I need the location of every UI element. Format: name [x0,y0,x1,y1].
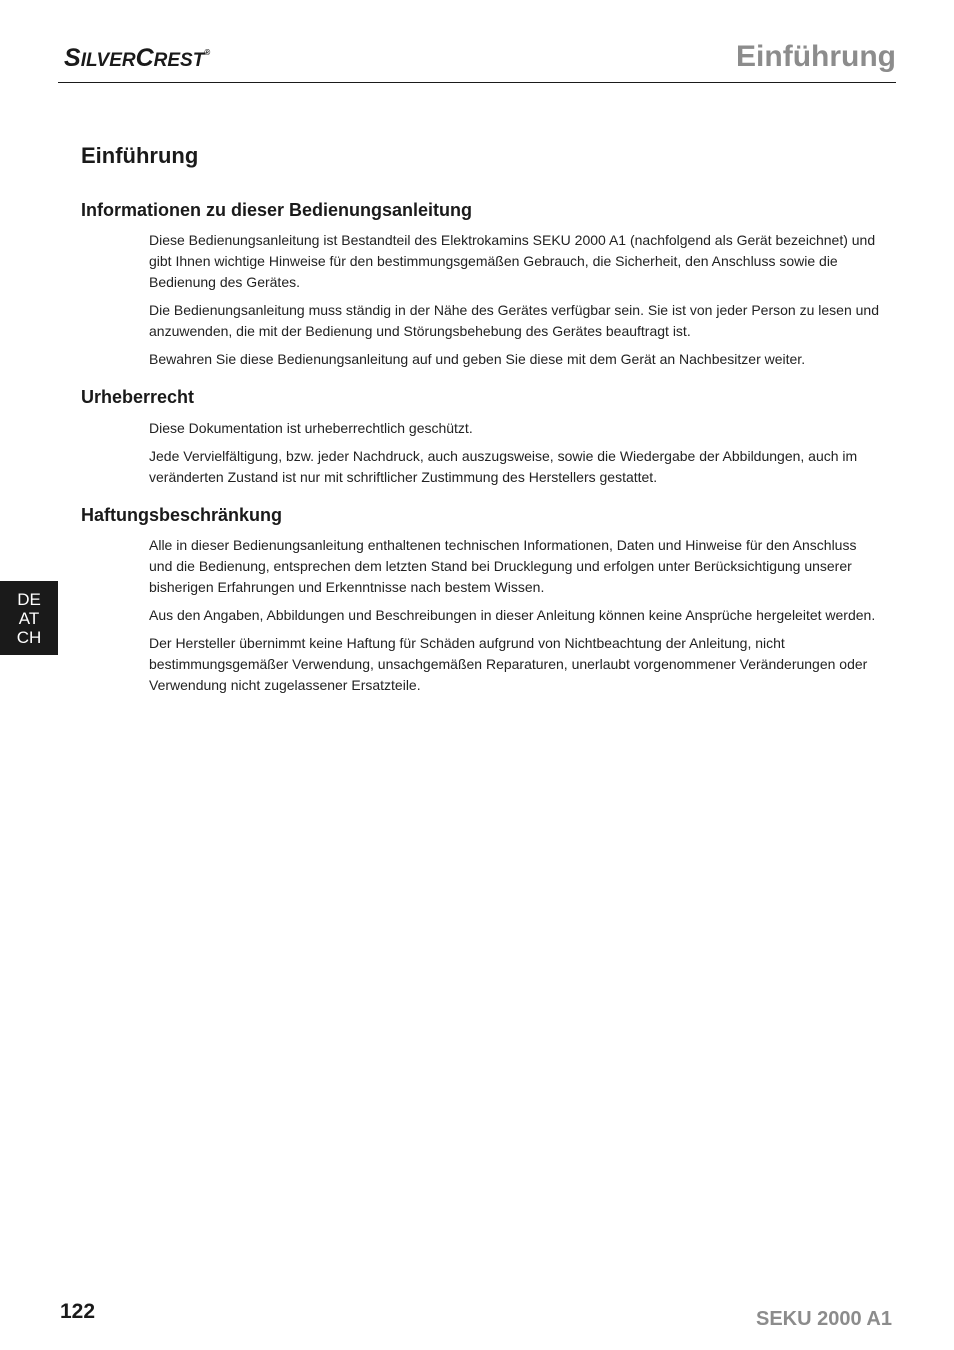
paragraph: Die Bedienungsanleitung muss ständig in der Nähe des Gerätes verfügbar sein. Sie ist von jeder Person zu lesen und anzuwenden, die mit der Bedienung und Störungsbehebung des Gerätes beauftragt ist. [149,302,879,339]
section-heading-informationen: Informationen zu dieser Bedienungsanleitung [81,200,473,220]
header-divider [58,82,896,83]
header-title: Einführung [736,40,896,73]
section-body-haftung [149,535,879,703]
page-number: 122 [60,1300,96,1323]
paragraph: Diese Bedienungsanleitung ist Bestandteil des Elektrokamins SEKU 2000 A1 (nachfolgend als Gerät bezeichnet) und gibt Ihnen wichtige Hinweise für den bestimmungsgemäßen Gebrauch, die Sicherheit, den Anschluss sowie die Bedienung des Gerätes. [149,232,876,290]
section-heading-haftung: Haftungsbeschränkung [81,505,283,525]
model-name: SEKU 2000 A1 [756,1308,892,1330]
section-heading-urheberrecht: Urheberrecht [81,387,195,407]
paragraph: Alle in dieser Bedienungsanleitung enthaltenen technischen Informationen, Daten und Hinweise für den Anschluss und die Bedienung, entsprechen dem letzten Stand bei Drucklegung und erfolgen unter Berücksichtigung unserer bisherigen Erfahrungen und Erkenntnisse nach bestem Wissen. [149,537,857,595]
section-body-urheberrecht [149,418,879,495]
registered-mark: ® [204,48,211,57]
language-at: AT [18,608,40,628]
language-tab [0,581,58,655]
paragraph: Der Hersteller übernimmt keine Haftung für Schäden aufgrund von Nichtbeachtung der Anleitung, nicht bestimmungsgemäßer Verwendung, unsachgemäßen Reparaturen, unerlaubt vorgenommener Veränderungen oder Verwendung nicht zugelassener Ersatzteile. [149,635,868,693]
page-title: Einführung [81,143,199,168]
language-de: DE [17,589,41,609]
section-body-informationen [149,230,879,377]
silvercrest-logo: SILVERCREST® [64,44,211,72]
language-ch: CH [16,627,42,647]
paragraph: Bewahren Sie diese Bedienungsanleitung auf und geben Sie diese mit dem Gerät an Nachbesitzer weiter. [149,351,806,367]
paragraph: Aus den Angaben, Abbildungen und Beschreibungen in dieser Anleitung können keine Ansprüche hergeleitet werden. [149,607,876,623]
paragraph: Jede Vervielfältigung, bzw. jeder Nachdruck, auch auszugsweise, sowie die Wiedergabe der Abbildungen, auch im veränderten Zustand ist nur mit schriftlicher Zustimmung des Herstellers gestattet. [149,448,858,485]
paragraph: Diese Dokumentation ist urheberrechtlich geschützt. [149,420,473,436]
